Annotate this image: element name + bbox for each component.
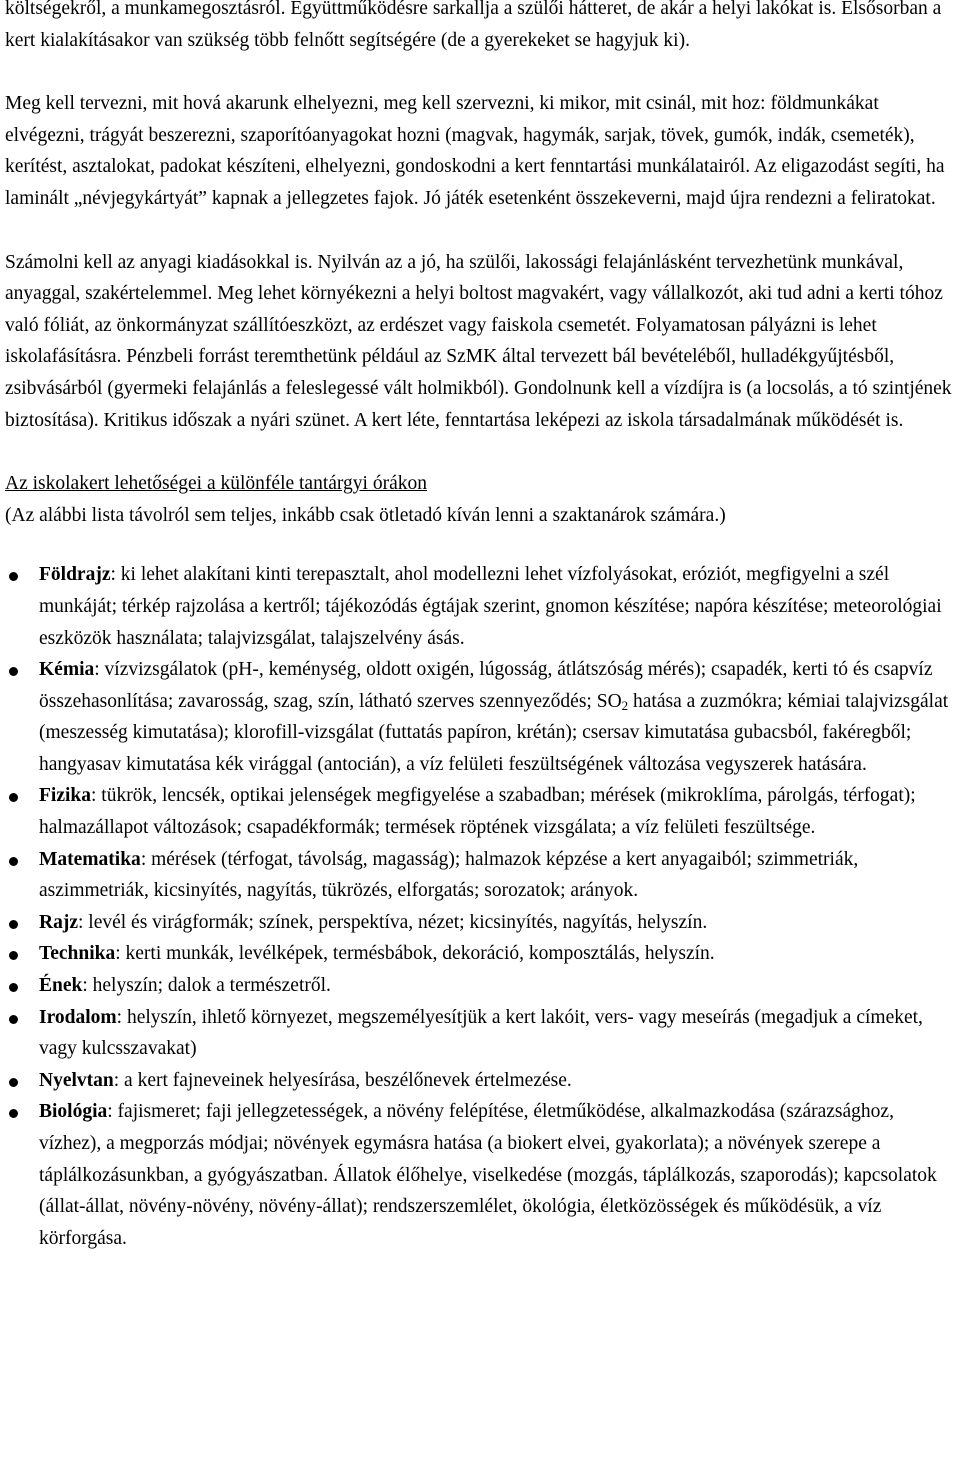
bullet-icon: [9, 983, 18, 992]
list-item-biologia: [5, 1096, 958, 1254]
section-note: (Az alábbi lista távolról sem teljes, inkább csak ötletadó kíván lenni a szaktanárok számára.): [5, 504, 726, 526]
list-item-rajz: [5, 907, 958, 939]
list-item-irodalom: [5, 1002, 958, 1065]
list-item-fizika: [5, 780, 958, 843]
bullet-icon: [9, 667, 18, 676]
bullet-icon: [9, 1078, 18, 1087]
subject-description: : helyszín; dalok a természetről.: [82, 975, 331, 997]
subject-description: : vízvizsgálatok (pH-, keménység, oldott oxigén, lúgosság, átlátszóság mérés); csapadék, kerti tó és csapvíz összehasonlítása; zavarosság, szag, szín, látható szerves szennyeződés; SO: [39, 659, 933, 712]
subject-list: [5, 559, 958, 1254]
list-item-nyelvtan: [5, 1065, 958, 1097]
list-item-kemia: [5, 654, 958, 780]
bullet-icon: [9, 1109, 18, 1118]
subject-name: Földrajz: [39, 564, 111, 586]
subject-description: : tükrök, lencsék, optikai jelenségek megfigyelése a szabadban; mérések (mikroklíma, párolgás, térfogat); halmazállapot változások; csapadékformák; termések röptének vizsgálata; a víz felületi feszültsége.: [39, 785, 916, 839]
intro-paragraph-2: Meg kell tervezni, mit hová akarunk elhelyezni, meg kell szervezni, ki mikor, mit csinál, mit hoz: földmunkákat elvégezni, trágyát beszerezni, szaporítóanyagokat hozni (magvak, hagymák, sarjak, tövek, gumók, indák, csemeték), kerítést, asztalokat, padokat készíteni, elhelyezni, gondoskodni a kert fenntartási munkálatairól. Az eligazodást segíti, ha laminált „névjegykártyát” kapnak a jellegzetes fajok. Jó játék esetenként összekeverni, majd újra rendezni a feliratokat.: [5, 93, 945, 209]
subject-description: : ki lehet alakítani kinti terepasztalt, ahol modellezni lehet vízfolyásokat, eróziót, megfigyelni a szél munkáját; térkép rajzolása a kertről; tájékozódás égtájak szerint, gnomon készítése; napóra készítése; meteorológiai eszközök használata; talajvizsgálat, talajszelvény ásás.: [39, 564, 942, 649]
intro-paragraph-1: költségekről, a munkamegosztásról. Együttműködésre sarkallja a szülői hátteret, de akár a helyi lakókat is. Elsősorban a kert kialakításakor van szükség több felnőtt segítségére (de a gyerekeket se hagyjuk ki).: [5, 0, 942, 51]
bullet-icon: [9, 793, 18, 802]
section-heading: [5, 468, 958, 531]
subject-name: Fizika: [39, 785, 91, 807]
subject-name: Rajz: [39, 911, 78, 933]
intro-paragraph-3: Számolni kell az anyagi kiadásokkal is. Nyilván az a jó, ha szülői, lakossági felajánlásként tervezhetünk munkával, anyaggal, szakértelemmel. Meg lehet környékezni a helyi boltost magvakért, vagy vállalkozót, aki tud adni a kerti tóhoz való fóliát, az önkormányzat szállítóeszközt, az erdészet vagy faiskola csemetét. Folyamatosan pályázni is lehet iskolafásításra. Pénzbeli forrást teremthetünk például az SzMK által tervezett bál bevételéből, hulladékgyűjtésből, zsibvásárból (gyermeki felajánlás a feleslegessé vált holmikból). Gondolnunk kell a vízdíjra is (a locsolás, a tó szintjének biztosítása). Kritikus időszak a nyári szünet. A kert léte, fenntartása leképezi az iskola társadalmának működését is.: [5, 251, 952, 431]
subscript: 2: [621, 697, 629, 713]
list-item-technika: [5, 938, 958, 970]
section-title: Az iskolakert lehetőségei a különféle tantárgyi órákon: [5, 473, 427, 495]
subject-name: Biológia: [39, 1101, 108, 1123]
bullet-icon: [9, 572, 18, 581]
subject-description: : helyszín, ihlető környezet, megszemélyesítjük a kert lakóit, vers- vagy meseírás (megadjuk a címeket, vagy kulcsszavakat): [39, 1006, 923, 1060]
subject-description: : kerti munkák, levélképek, termésbábok, dekoráció, komposztálás, helyszín.: [115, 943, 715, 965]
list-item-matematika: [5, 844, 958, 907]
bullet-icon: [9, 857, 18, 866]
subject-description: : mérések (térfogat, távolság, magasság); halmazok képzése a kert anyagaiból; szimmetriák, aszimmetriák, kicsinyítés, nagyítás, tükrözés, elforgatás; sorozatok; arányok.: [39, 848, 859, 902]
subject-name: Kémia: [39, 659, 95, 681]
subject-name: Technika: [39, 943, 116, 965]
subject-description-continued: hatása a zuzmókra; kémiai talajvizsgálat (meszesség kimutatása); klorofill-vizsgálat (futtatás papíron, krétán); csersav kimutatása gubacsból, fakéregből; hangyasav kimutatása kék virággal (antocián), a víz felületi feszültségének változása vegyszerek hatására.: [39, 690, 949, 775]
bullet-icon: [9, 920, 18, 929]
subject-description: : a kert fajneveinek helyesírása, beszélőnevek értelmezése.: [113, 1069, 572, 1091]
bullet-icon: [9, 1015, 18, 1024]
bullet-icon: [9, 951, 18, 960]
subject-name: Matematika: [39, 848, 141, 870]
subject-description: : fajismeret; faji jellegzetességek, a növény felépítése, életműködése, alkalmazkodása (szárazsághoz, vízhez), a megporzás módjai; növények egymásra hatása (a biokert elvei, gyakorlata); a növények szerepe a táplálkozásunkban, a gyógyászatban. Állatok élőhelye, viselkedése (mozgás, táplálkozás, szaporodás); kapcsolatok (állat-állat, növény-növény, növény-állat); rendszerszemlélet, ökológia, életközösségek és működésük, a víz körforgása.: [39, 1101, 937, 1249]
subject-description: : levél és virágformák; színek, perspektíva, nézet; kicsinyítés, nagyítás, helyszín.: [77, 911, 708, 933]
subject-name: Nyelvtan: [39, 1069, 114, 1091]
list-item-foldrajz: [5, 559, 958, 654]
list-item-enek: [5, 970, 958, 1002]
subject-name: Irodalom: [39, 1006, 117, 1028]
subject-name: Ének: [39, 975, 83, 997]
